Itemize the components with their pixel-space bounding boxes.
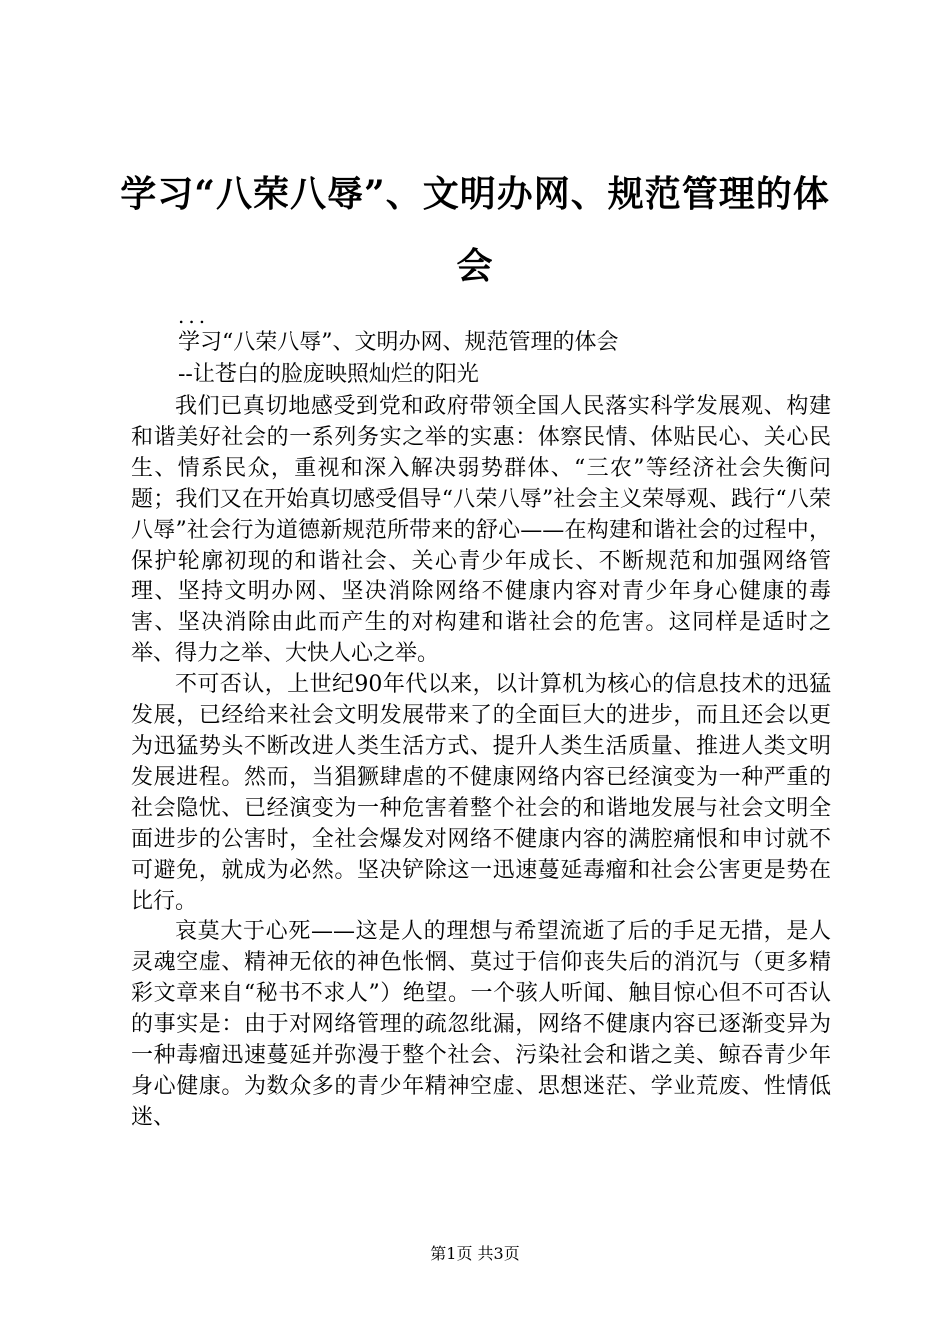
subtitle: 学习“八荣八辱”、文明办网、规范管理的体会 <box>178 330 619 355</box>
paragraph: 我们已真切地感受到党和政府带领全国人民落实科学发展观、构建和谐美好社会的一系列务实之举的实惠：体察民情、体贴民心、关心民生、情系民众，重视和深入解决弱势群体、“三农”等经济社会失衡问题；我们又在开始真切感受倡导“八荣八辱”社会主义荣辱观、践行“八荣八辱”社会行为道德新规范所带来的舒心——在构建和谐社会的过程中，保护轮廓初现的和谐社会、关心青少年成长、不断规范和加强网络管理、坚持文明办网、坚决消除网络不健康内容对青少年身心健康的毒害、坚决消除由此而产生的对构建和谐社会的危害。这同样是适时之举、得力之举、大快人心之举。 <box>131 394 831 667</box>
document-body <box>131 392 831 1134</box>
page-footer: 第1页 共3页 <box>430 1244 520 1263</box>
paragraph: 不可否认，上世纪90年代以来，以计算机为核心的信息技术的迅猛发展，已经给来社会文明发展带来了的全面巨大的进步，而且还会以更为迅猛势头不断改进人类生活方式、提升人类生活质量、推进人类文明发展进程。然而，当猖獗肆虐的不健康网络内容已经演变为一种严重的社会隐忧、已经演变为一种危害着整个社会的和谐地发展与社会文明全面进步的公害时，全社会爆发对网络不健康内容的满腔痛恨和申讨就不可避免，就成为必然。坚决铲除这一迅速蔓延毒瘤和社会公害更是势在比行。 <box>131 672 831 914</box>
ellipsis-marker: ... <box>178 304 210 328</box>
tagline: --让苍白的脸庞映照灿烂的阳光 <box>178 362 479 387</box>
paragraph: 哀莫大于心死——这是人的理想与希望流逝了后的手足无措，是人灵魂空虚、精神无依的神色怅惘、莫过于信仰丧失后的消沉与（更多精彩文章来自“秘书不求人”）绝望。一个骇人听闻、触目惊心但不可否认的事实是：由于对网络管理的疏忽纰漏，网络不健康内容已逐渐变异为一种毒瘤迅速蔓延并弥漫于整个社会、污染社会和谐之美、鲸吞青少年身心健康。为数众多的青少年精神空虚、思想迷茫、学业荒废、性情低迷、 <box>131 919 831 1130</box>
document-title: 学习“八荣八辱”、文明办网、规范管理的体会 <box>120 173 830 287</box>
